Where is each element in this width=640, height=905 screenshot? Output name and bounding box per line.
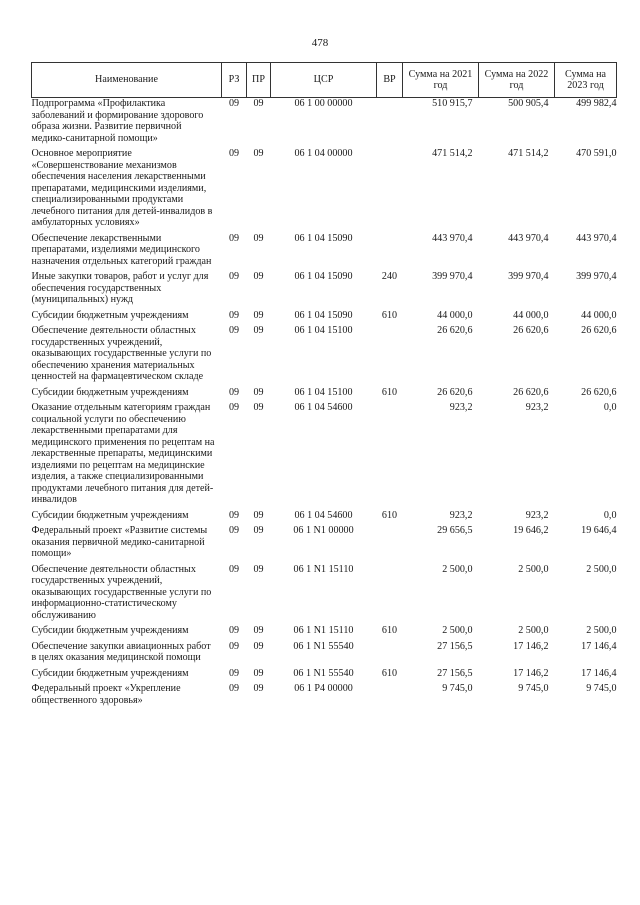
row-sum-2022: 2 500,0 (518, 625, 549, 636)
row-vr: 610 (381, 667, 398, 679)
row-pr: 09 (253, 563, 264, 575)
table-header (32, 63, 617, 98)
row-csr: 06 1 N1 55540 (293, 640, 354, 652)
row-sum-2021: 923,2 (449, 402, 473, 413)
table-row (32, 398, 617, 506)
row-sum-2021: 510 915,7 (432, 98, 473, 109)
table-row (32, 229, 617, 268)
row-name: Субсидии бюджетным учреждениям (31, 309, 189, 321)
header-csr: ЦСР (271, 63, 377, 98)
row-sum-2021: 27 156,5 (437, 667, 473, 679)
row-csr: 06 1 N1 15110 (293, 625, 354, 636)
row-name: Обеспечение лекарственными препаратами, изделиями медицинского назначения отдельных категорий граждан (31, 232, 212, 267)
row-sum-2023: 0,0 (603, 402, 617, 413)
row-rz: 09 (228, 386, 240, 398)
row-csr: 06 1 04 15090 (294, 309, 353, 321)
row-name: Субсидии бюджетным учреждениям (31, 667, 189, 679)
row-sum-2021: 2 500,0 (442, 625, 473, 636)
table-row (32, 267, 617, 306)
row-name: Оказание отдельным категориям граждан социальной услуги по обеспечению лекарственными препаратами для медицинского применения по рецептам на лекарственные препараты, медицинскими изделиями по рецептам на медицинские изделия, а также специализированными продуктами лечебного питания для детей-инвалидов (31, 402, 215, 505)
row-sum-2021: 29 656,5 (437, 525, 473, 536)
row-rz: 09 (228, 563, 240, 575)
row-vr (377, 521, 403, 560)
table-body (32, 98, 617, 707)
row-pr: 09 (253, 402, 264, 413)
row-pr: 09 (253, 271, 264, 282)
row-sum-2022: 923,2 (525, 509, 549, 521)
row-sum-2023: 0,0 (603, 509, 617, 521)
row-csr: 06 1 00 00000 (294, 98, 353, 109)
row-sum-2023: 399 970,4 (576, 271, 617, 282)
row-csr: 06 1 04 15100 (294, 386, 353, 398)
row-sum-2021: 2 500,0 (442, 563, 473, 575)
row-sum-2023: 9 745,0 (586, 683, 617, 694)
row-rz: 09 (228, 402, 240, 413)
row-csr: 06 1 04 15090 (294, 271, 353, 282)
row-rz: 09 (228, 509, 240, 521)
row-pr: 09 (253, 525, 264, 536)
row-rz: 09 (228, 232, 240, 244)
row-pr: 09 (253, 640, 264, 652)
row-pr: 09 (253, 625, 264, 636)
header-rz: РЗ (222, 63, 247, 98)
row-pr: 09 (253, 148, 264, 159)
row-sum-2021: 26 620,6 (437, 325, 473, 336)
row-sum-2023: 17 146,4 (581, 640, 617, 652)
row-sum-2022: 399 970,4 (508, 271, 549, 282)
row-sum-2022: 9 745,0 (518, 683, 549, 694)
row-rz: 09 (228, 640, 240, 652)
row-csr: 06 1 N1 00000 (293, 525, 354, 536)
row-name: Иные закупки товаров, работ и услуг для обеспечения государственных (муниципальных) нужд (31, 271, 209, 305)
row-csr: 06 1 04 54600 (294, 509, 353, 521)
row-sum-2023: 26 620,6 (581, 386, 617, 398)
row-sum-2022: 17 146,2 (513, 667, 549, 679)
header-pr: ПР (247, 63, 271, 98)
row-sum-2023: 443 970,4 (576, 232, 617, 244)
page-number: 478 (311, 37, 329, 49)
table-row (32, 321, 617, 383)
row-csr: 06 1 04 00000 (294, 148, 353, 159)
row-sum-2022: 443 970,4 (508, 232, 549, 244)
row-pr: 09 (253, 509, 264, 521)
row-sum-2022: 17 146,2 (513, 640, 549, 652)
row-sum-2023: 499 982,4 (576, 98, 617, 109)
row-sum-2021: 9 745,0 (442, 683, 473, 694)
row-rz: 09 (228, 98, 240, 109)
header-vr: ВР (377, 63, 403, 98)
table-row (32, 637, 617, 664)
table-row (32, 521, 617, 560)
table-row (32, 664, 617, 680)
row-name: Федеральный проект «Укрепление общественного здоровья» (31, 683, 181, 706)
row-sum-2021: 26 620,6 (437, 386, 473, 398)
row-sum-2022: 26 620,6 (513, 325, 549, 336)
row-rz: 09 (228, 309, 240, 321)
row-name: Субсидии бюджетным учреждениям (31, 386, 189, 398)
row-sum-2021: 399 970,4 (432, 271, 473, 282)
table-row (32, 506, 617, 522)
header-name: Наименование (32, 63, 222, 98)
row-pr: 09 (253, 309, 264, 321)
row-sum-2021: 443 970,4 (432, 232, 473, 244)
row-csr: 06 1 N1 15110 (293, 563, 354, 575)
row-csr: 06 1 P4 00000 (294, 683, 353, 694)
header-sum-2023: Сумма на 2023 год (555, 63, 617, 98)
row-name: Федеральный проект «Развитие системы оказания первичной медико-санитарной помощи» (31, 525, 208, 559)
row-csr: 06 1 04 15100 (294, 325, 353, 336)
row-vr: 610 (381, 386, 398, 398)
row-pr: 09 (253, 386, 264, 398)
table-row (32, 144, 617, 229)
row-pr: 09 (253, 232, 264, 244)
table-row (32, 679, 617, 706)
row-name: Основное мероприятие «Совершенствование механизмов обеспечения населения лекарственными препаратами, медицинскими изделиями, специализированными продуктами лечебного питания для детей-инвалидов в амбулаторных условиях» (31, 148, 213, 228)
row-vr: 610 (381, 625, 398, 636)
row-rz: 09 (228, 667, 240, 679)
row-sum-2022: 44 000,0 (513, 309, 549, 321)
row-pr: 09 (253, 325, 264, 336)
row-rz: 09 (228, 271, 240, 282)
table-row (32, 306, 617, 322)
row-sum-2023: 2 500,0 (586, 563, 617, 575)
row-sum-2022: 471 514,2 (508, 148, 549, 159)
row-vr (377, 321, 403, 383)
row-sum-2022: 500 905,4 (508, 98, 549, 109)
row-vr (377, 229, 403, 268)
row-sum-2021: 44 000,0 (437, 309, 473, 321)
table-row (32, 98, 617, 145)
table-row (32, 621, 617, 637)
row-vr (377, 398, 403, 506)
row-name: Обеспечение закупки авиационных работ в целях оказания медицинской помощи (31, 640, 211, 663)
row-sum-2023: 26 620,6 (581, 325, 617, 336)
row-name: Субсидии бюджетным учреждениям (31, 509, 189, 521)
row-sum-2023: 17 146,4 (581, 667, 617, 679)
row-vr (377, 98, 403, 145)
row-rz: 09 (228, 625, 240, 636)
row-sum-2021: 27 156,5 (437, 640, 473, 652)
row-vr (377, 144, 403, 229)
row-sum-2021: 923,2 (449, 509, 473, 521)
table-row (32, 560, 617, 622)
header-sum-2021: Сумма на 2021 год (403, 63, 479, 98)
row-csr: 06 1 N1 55540 (293, 667, 354, 679)
row-rz: 09 (228, 683, 240, 694)
row-pr: 09 (253, 98, 264, 109)
row-vr: 610 (381, 509, 398, 521)
row-vr (377, 560, 403, 622)
row-pr: 09 (253, 683, 264, 694)
row-csr: 06 1 04 54600 (294, 402, 353, 413)
row-sum-2022: 2 500,0 (518, 563, 549, 575)
row-vr (377, 679, 403, 706)
row-vr: 240 (381, 271, 398, 282)
row-rz: 09 (228, 148, 240, 159)
row-sum-2022: 923,2 (525, 402, 549, 413)
budget-table (31, 62, 617, 706)
row-name: Подпрограмма «Профилактика заболеваний и формирование здорового образа жизни. Развитие первичной медико-санитарной помощи» (31, 98, 204, 144)
row-name: Субсидии бюджетным учреждениям (31, 625, 189, 636)
row-vr: 610 (381, 309, 398, 321)
row-vr (377, 637, 403, 664)
row-csr: 06 1 04 15090 (294, 232, 353, 244)
table-row (32, 383, 617, 399)
row-sum-2023: 2 500,0 (586, 625, 617, 636)
row-sum-2023: 44 000,0 (581, 309, 617, 321)
row-sum-2023: 470 591,0 (576, 148, 617, 159)
row-rz: 09 (228, 325, 240, 336)
row-name: Обеспечение деятельности областных государственных учреждений, оказывающих государственные услуги по обеспечению хранения материальных ценностей на фармацевтическом складе (31, 325, 212, 382)
row-sum-2023: 19 646,4 (581, 525, 617, 536)
header-sum-2022: Сумма на 2022 год (479, 63, 555, 98)
row-sum-2022: 26 620,6 (513, 386, 549, 398)
row-rz: 09 (228, 525, 240, 536)
row-pr: 09 (253, 667, 264, 679)
row-sum-2021: 471 514,2 (432, 148, 473, 159)
row-name: Обеспечение деятельности областных государственных учреждений, оказывающих государственные услуги по информационно-статистическому обслуживанию (31, 563, 212, 621)
row-sum-2022: 19 646,2 (513, 525, 549, 536)
